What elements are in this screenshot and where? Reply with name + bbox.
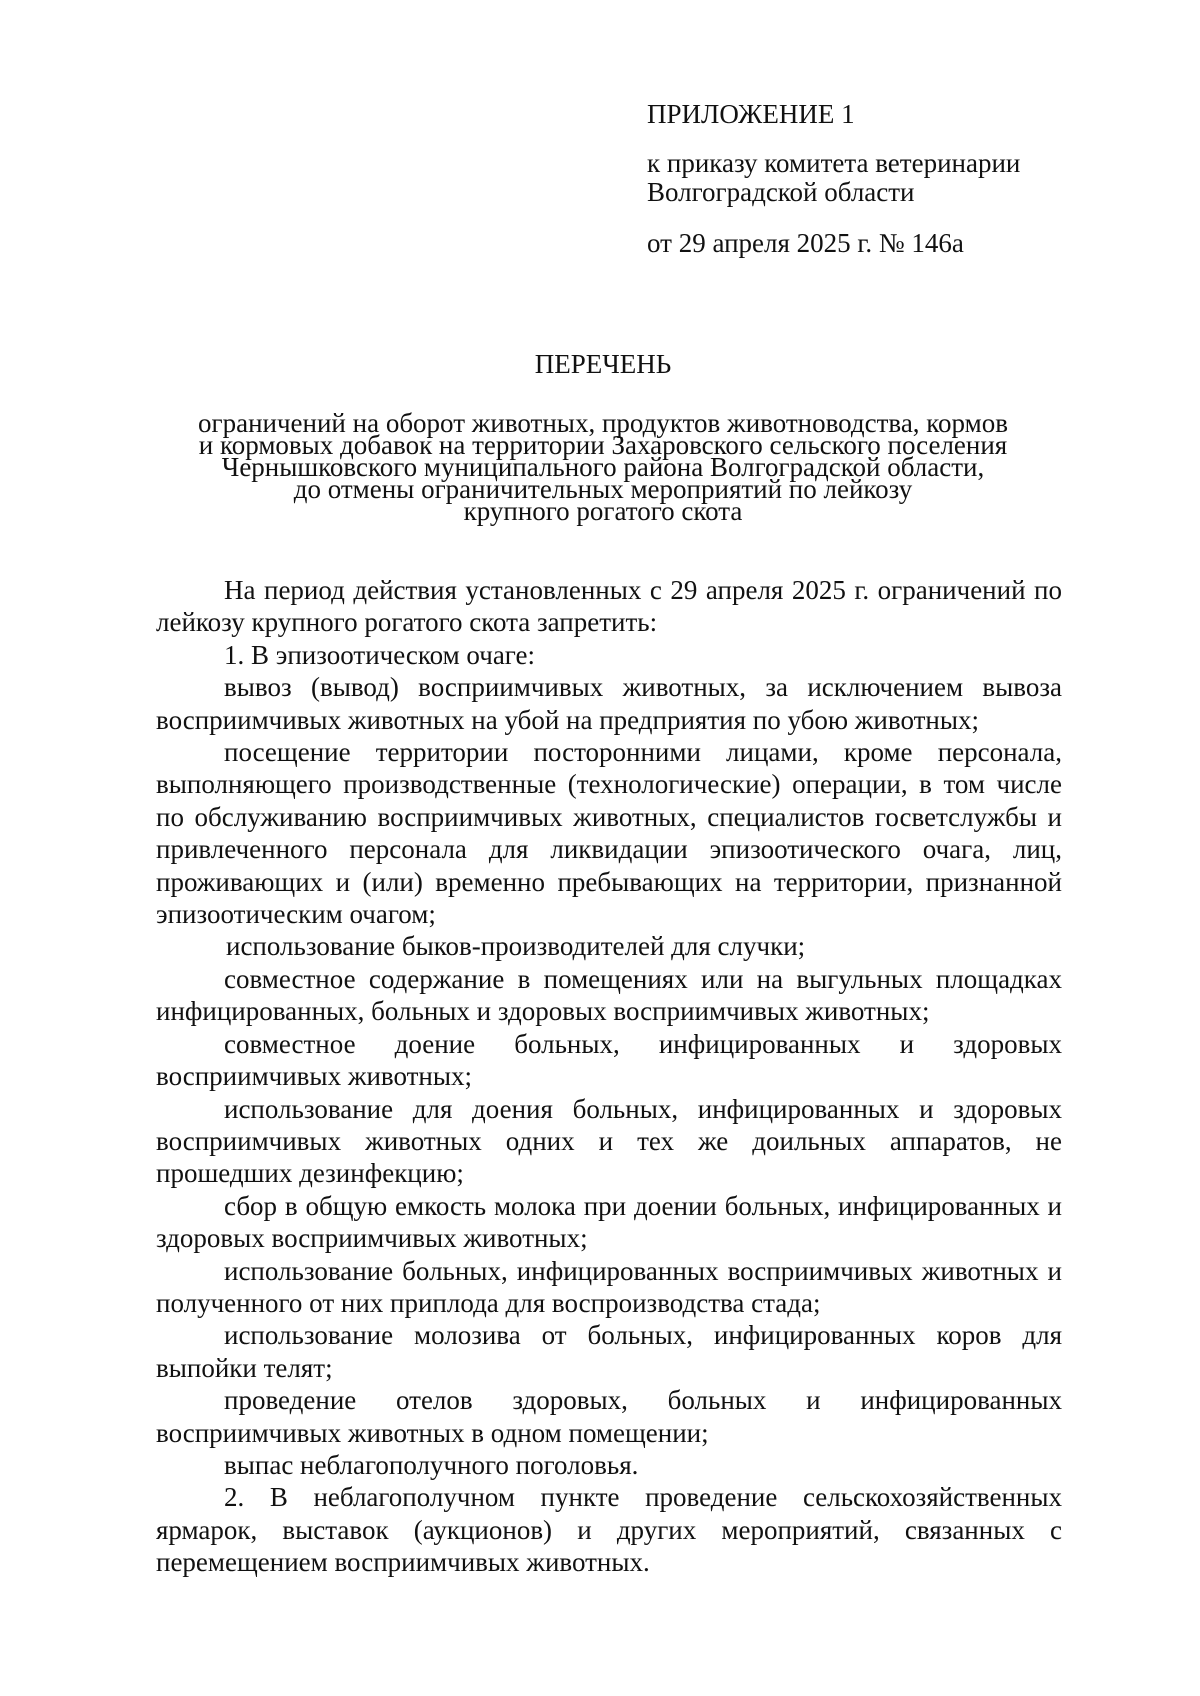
appendix-date-line: от 29 апреля 2025 г. № 146а <box>647 228 964 258</box>
body-paragraph: использование быков-производителей для случки; <box>226 931 806 962</box>
appendix-title: ПРИЛОЖЕНИЕ 1 <box>647 99 855 129</box>
document-heading <box>150 349 1056 526</box>
body-paragraph: совместное содержание в помещениях или на выгульных площадках инфицированных, больных и здоровых восприимчивых животных; <box>156 963 1062 1027</box>
body-paragraph: выпас неблагополучного поголовья. <box>224 1449 639 1480</box>
body-paragraph: использование молозива от больных, инфицированных коров для выпойки телят; <box>156 1320 1062 1383</box>
heading-line: и кормовых добавок на территории Захаровского сельского поселения <box>198 430 1008 460</box>
body-paragraph: использование больных, инфицированных восприимчивых животных и полученного от них приплода для воспроизводства стада; <box>156 1255 1062 1318</box>
body-paragraph: вывоз (вывод) восприимчивых животных, за исключением вывоза восприимчивых животных на убой на предприятия по убою животных; <box>156 672 1062 735</box>
heading-line: крупного рогатого скота <box>463 496 743 526</box>
document-title: ПЕРЕЧЕНЬ <box>534 349 672 379</box>
appendix-region-line: Волгоградской области <box>647 177 915 207</box>
body-paragraph: 2. В неблагополучном пункте проведение сельскохозяйственных ярмарок, выставок (аукционов) и других мероприятий, связанных с перемещением восприимчивых животных. <box>156 1482 1062 1578</box>
body-paragraph: сбор в общую емкость молока при доении больных, инфицированных и здоровых восприимчивых животных; <box>156 1190 1062 1254</box>
document-body <box>156 574 1062 1579</box>
body-paragraph: совместное доение больных, инфицированных и здоровых восприимчивых животных; <box>156 1028 1062 1092</box>
heading-line: ограничений на оборот животных, продуктов животноводства, кормов <box>198 408 1008 438</box>
body-paragraph: На период действия установленных с 29 апреля 2025 г. ограничений по лейкозу крупного рогатого скота запретить: <box>156 575 1062 638</box>
body-paragraph: посещение территории посторонними лицами, кроме персонала, выполняющего производственные (технологические) операции, в том числе по обслуживанию восприимчивых животных, специалистов госветслужбы и привлеченного персонала для ликвидации эпизоотического очага, лиц, проживающих и (или) временно пребывающих на территории, признанной эпизоотическим очагом; <box>156 737 1062 930</box>
body-paragraph: 1. В эпизоотическом очаге: <box>224 639 536 670</box>
appendix-block <box>647 100 1107 258</box>
body-paragraph: использование для доения больных, инфицированных и здоровых восприимчивых животных одних и тех же доильных аппаратов, не прошедших дезинфекцию; <box>156 1093 1062 1189</box>
appendix-order-line: к приказу комитета ветеринарии <box>647 148 1021 178</box>
heading-line: до отмены ограничительных мероприятий по лейкозу <box>293 474 913 504</box>
body-paragraph: проведение отелов здоровых, больных и инфицированных восприимчивых животных в одном помещении; <box>156 1385 1062 1448</box>
heading-line: Чернышковского муниципального района Волгоградской области, <box>221 452 985 482</box>
